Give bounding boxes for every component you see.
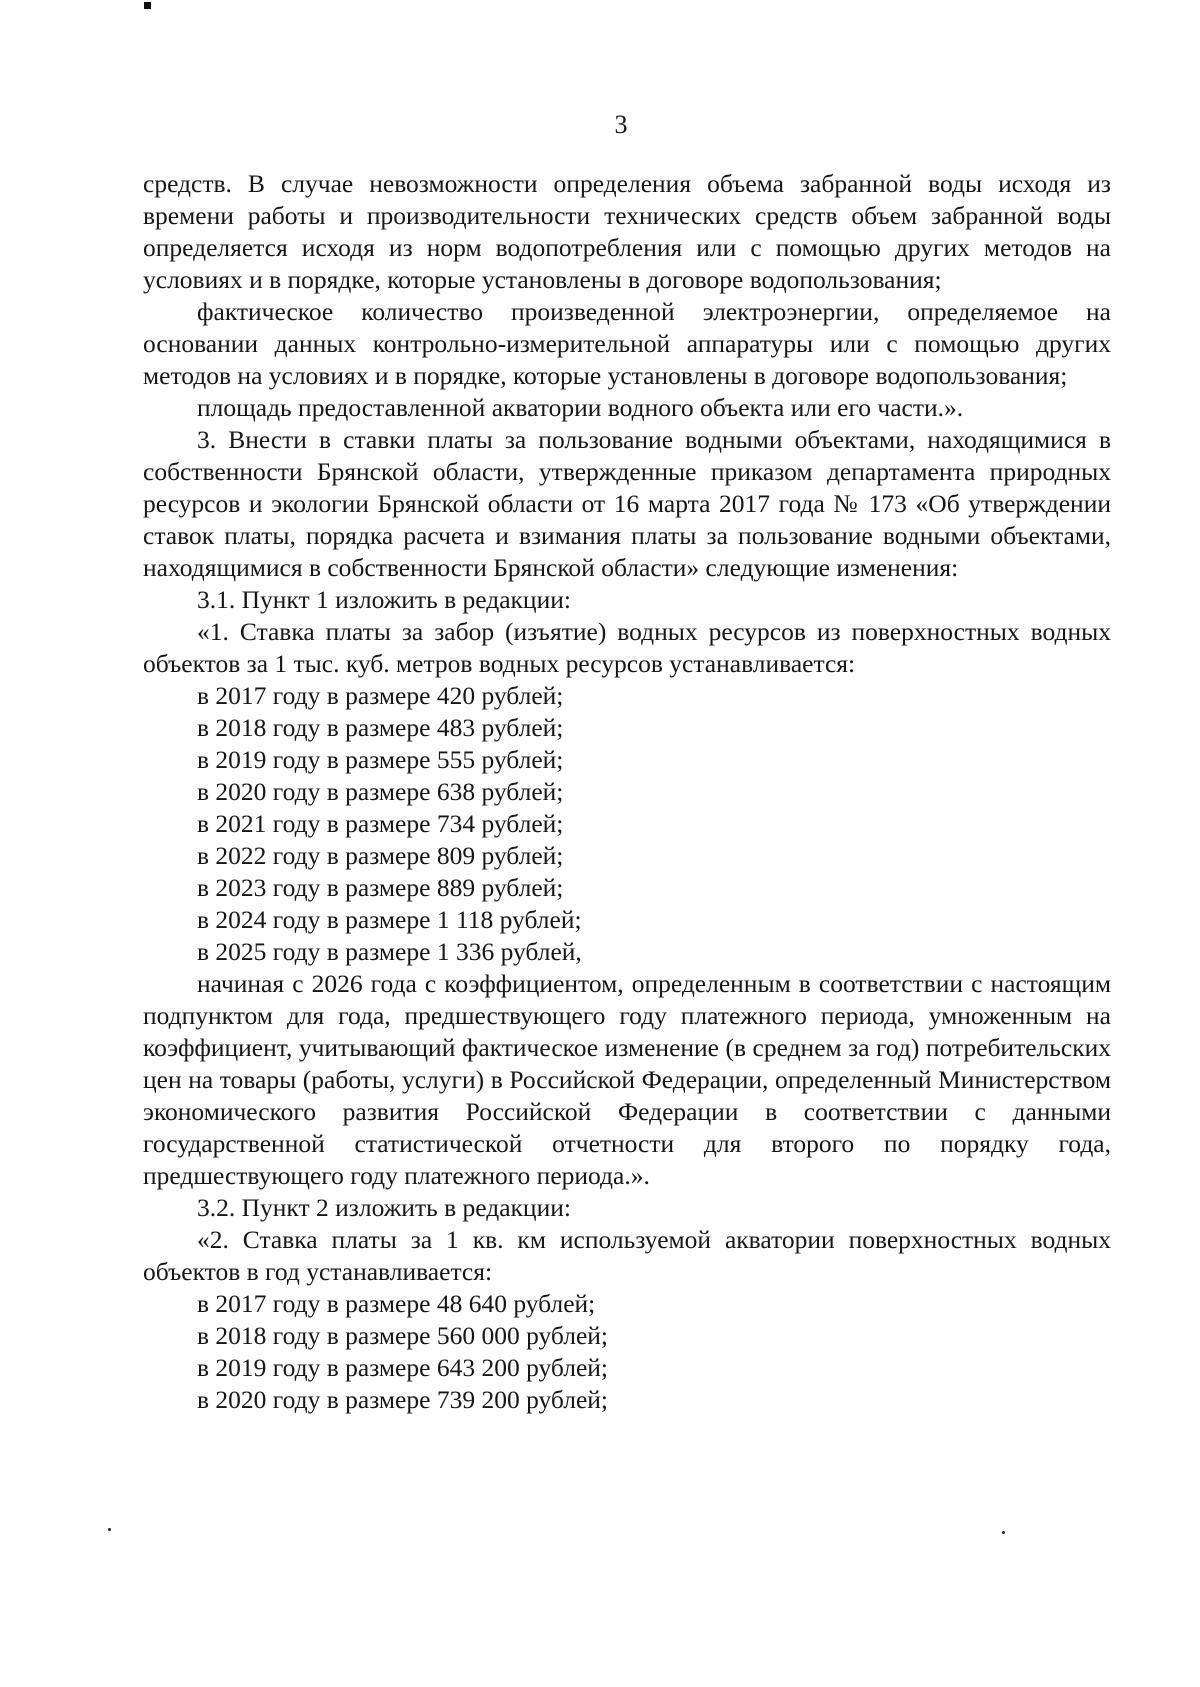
paragraph: начиная с 2026 года с коэффициентом, определенным в соответствии с настоящим подпунктом для года, предшествующего году платежного периода, умноженным на коэффициент, учитывающий фактическое изменение (в среднем за год) потребительских цен на товары (работы, услуги) в Российской Федерации, определенный Министерством экономического развития Российской Федерации в соответствии с данными государственной статистической отчетности для второго по порядку года, предшествующего году платежного периода.». (143, 969, 1111, 1190)
rate-item: в 2017 году в размере 420 рублей; (197, 681, 564, 710)
rate-item: в 2024 году в размере 1 118 рублей; (197, 905, 582, 934)
rate-item: в 2018 году в размере 483 рублей; (197, 713, 564, 742)
rate-item: в 2023 году в размере 889 рублей; (197, 873, 564, 902)
paragraph: средств. В случае невозможности определения объема забранной воды исходя из времени работы и производительности технических средств объем забранной воды определяется исходя из норм водопотребления или с помощью других методов на условиях и в порядке, которые установлены в договоре водопользования; (143, 169, 1111, 294)
rates-list-water-intake (143, 680, 1111, 968)
rate-item: в 2019 году в размере 555 рублей; (197, 745, 564, 774)
paragraph: фактическое количество произведенной электроэнергии, определяемое на основании данных контрольно-измерительной аппаратуры или с помощью других методов на условиях и в порядке, которые установлены в договоре водопользования; (143, 297, 1111, 390)
scan-mark (144, 2, 151, 9)
rate-item: в 2020 году в размере 739 200 рублей; (197, 1385, 609, 1414)
paragraph: 3.1. Пункт 1 изложить в редакции: (197, 585, 571, 614)
rate-item: в 2020 году в размере 638 рублей; (197, 777, 564, 806)
document-body (143, 168, 1111, 1416)
rate-item: в 2018 году в размере 560 000 рублей; (197, 1321, 609, 1350)
paragraph: 3.2. Пункт 2 изложить в редакции: (197, 1193, 571, 1222)
paragraph: 3. Внести в ставки платы за пользование водными объектами, находящимися в собственности Брянской области, утвержденные приказом департамента природных ресурсов и экологии Брянской области от 16 марта 2017 года № 173 «Об утверждении ставок платы, порядка расчета и взимания платы за пользование водными объектами, находящимися в собственности Брянской области» следующие изменения: (143, 425, 1111, 582)
scan-speck (108, 1528, 111, 1531)
paragraph: «1. Ставка платы за забор (изъятие) водных ресурсов из поверхностных водных объектов за 1 тыс. куб. метров водных ресурсов устанавливается: (143, 617, 1111, 678)
paragraph: «2. Ставка платы за 1 кв. км используемой акватории поверхностных водных объектов в год устанавливается: (143, 1225, 1111, 1286)
page-number: 3 (614, 110, 628, 139)
paragraph: площадь предоставленной акватории водного объекта или его части.». (197, 393, 964, 422)
rate-item: в 2025 году в размере 1 336 рублей, (197, 937, 582, 966)
rate-item: в 2021 году в размере 734 рублей; (197, 809, 564, 838)
rate-item: в 2019 году в размере 643 200 рублей; (197, 1353, 609, 1382)
rate-item: в 2022 году в размере 809 рублей; (197, 841, 564, 870)
scan-speck (1002, 1531, 1005, 1534)
rate-item: в 2017 году в размере 48 640 рублей; (197, 1289, 596, 1318)
rates-list-water-area (143, 1288, 1111, 1416)
